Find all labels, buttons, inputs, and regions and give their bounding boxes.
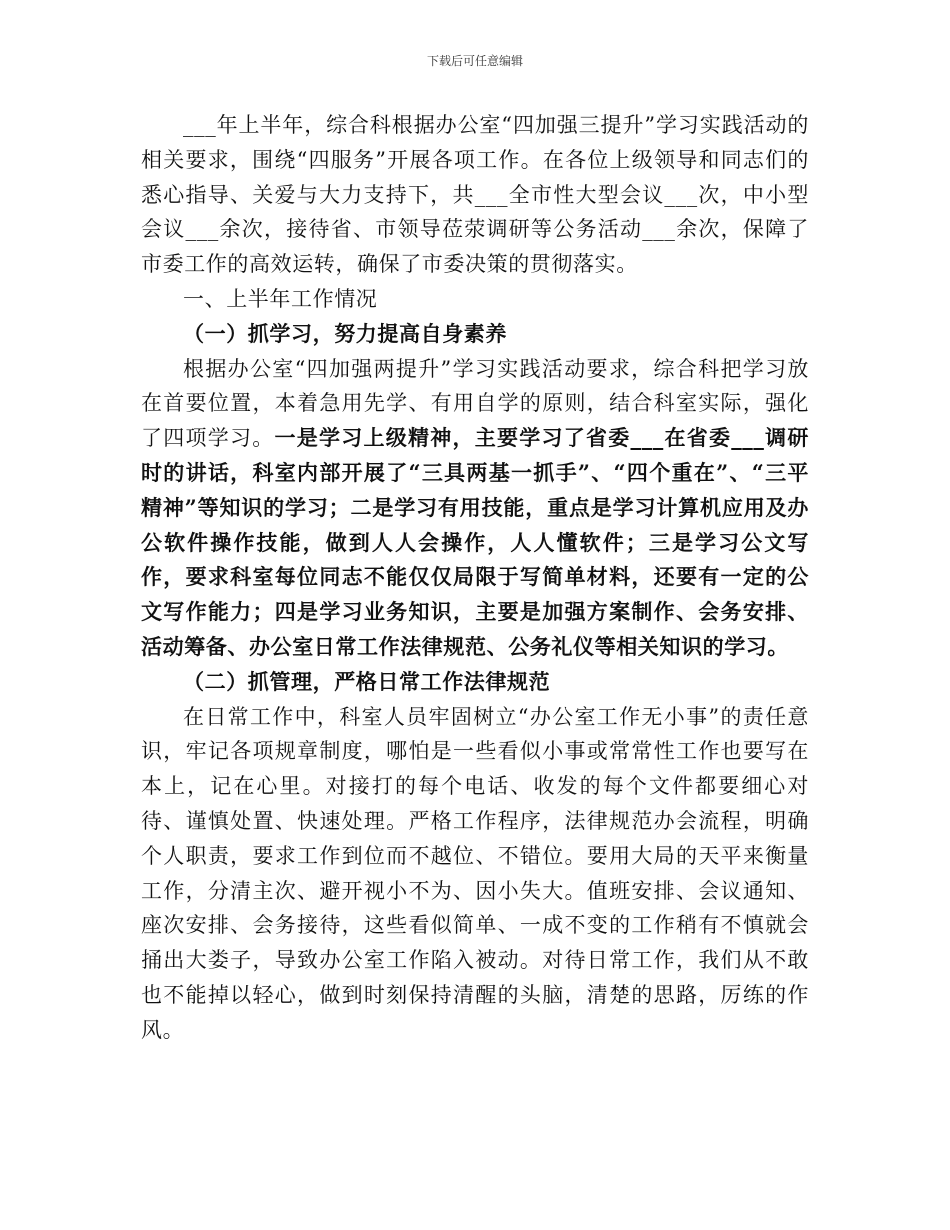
subsection-heading-1: （一）抓学习，努力提高自身素养 — [183, 320, 507, 346]
management-paragraph: 在日常工作中，科室人员牢固树立“办公室工作无小事”的责任意识，牢记各项规章制度，哪怕是一些看似小事或常常性工作也要写在本上，记在心里。对接打的每个电话、收发的每个文件都要细心对待、谨慎处置、快速处理。严格工作程序，法律规范办会流程，明确个人职责，要求工作到位而不越位、不错位。要用大局的天平来衡量工作，分清主次、避开视小不为、因小失大。值班安排、会议通知、座次安排、会务接待，这些看似简单、一成不变的工作稍有不慎就会捅出大娄子，导致办公室工作陷入被动。对待日常工作，我们从不敢也不能掉以轻心，做到时刻保持清醒的头脑，清楚的思路，厉练的作风。 — [141, 704, 809, 1042]
section-heading-1: 一、上半年工作情况 — [183, 286, 378, 311]
intro-paragraph: ___年上半年，综合科根据办公室“四加强三提升”学习实践活动的相关要求，围绕“四服务”开展各项工作。在各位上级领导和同志们的悉心指导、关爱与大力支持下，共___全市性大型会议___次，中小型会议___余次，接待省、市领导莅荥调研等公务活动___余次，保障了市委工作的高效运转，确保了市委决策的贯彻落实。 — [141, 113, 809, 277]
subsection-heading-2: （二）抓管理，严格日常工作法律规范 — [183, 668, 551, 694]
study-paragraph — [141, 352, 809, 665]
document-body — [141, 108, 809, 1048]
study-paragraph-normal: 根据办公室“四加强两提升”学习实践活动要求，综合科把学习放在首要位置，本着急用先学、有用自学的原则，结合科室实际，强化了四项学习。 — [141, 356, 809, 451]
study-paragraph-bold: 一是学习上级精神，主要学习了省委___在省委___调研时的讲话，科室内部开展了“三具两基一抓手”、“四个重在”、“三平精神”等知识的学习；二是学习有用技能，重点是学习计算机应用及办公软件操作技能，做到人人会操作，人人懂软件；三是学习公文写作，要求科室每位同志不能仅仅局限于写简单材料，还要有一定的公文写作能力；四是学习业务知识，主要是加强方案制作、会务安排、活动筹备、办公室日常工作法律规范、公务礼仪等相关知识的学习。 — [141, 425, 809, 659]
page-header: 下载后可任意编辑 — [426, 54, 523, 68]
